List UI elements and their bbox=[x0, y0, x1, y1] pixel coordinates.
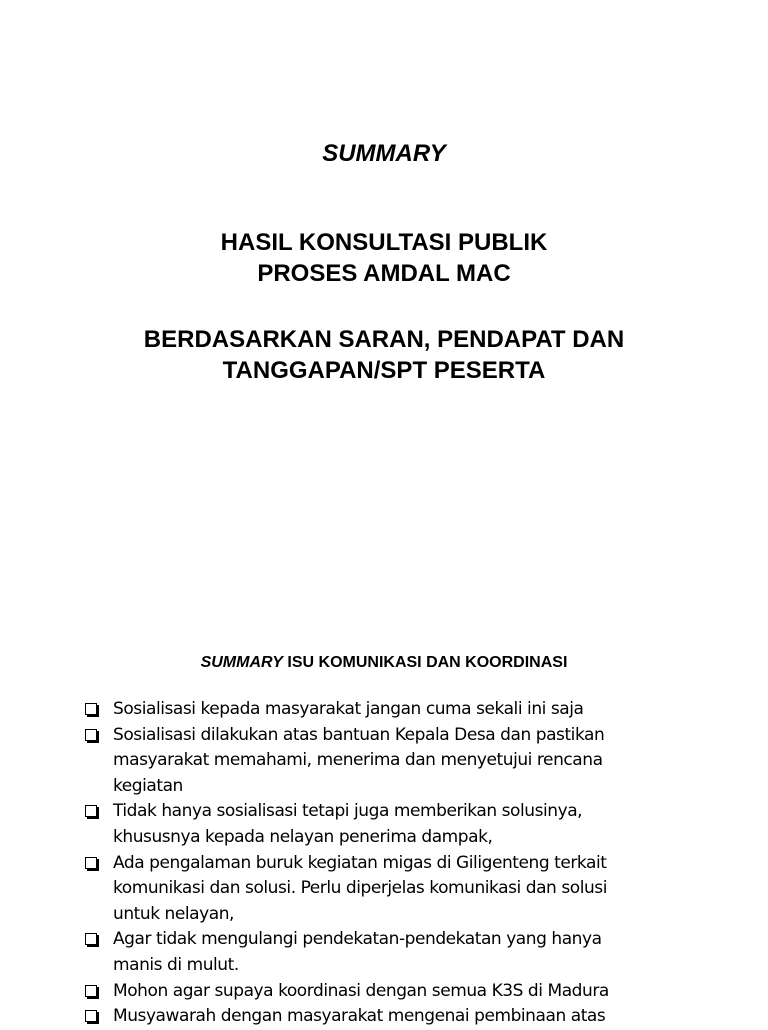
list-item-text: khususnya kepada nelayan penerima dampak, bbox=[113, 826, 493, 847]
list-item-text: Agar tidak mengulangi pendekatan-pendekatan yang hanya bbox=[113, 929, 602, 950]
section-heading-italic: SUMMARY bbox=[200, 654, 283, 671]
list-item-text: Sosialisasi kepada masyarakat jangan cuma sekali ini saja bbox=[113, 699, 584, 719]
heading-line: TANGGAPAN/SPT PESERTA bbox=[222, 357, 546, 384]
checkbox-icon bbox=[85, 933, 97, 945]
list-item-text: Sosialisasi dilakukan atas bantuan Kepala Desa dan pastikan bbox=[113, 724, 605, 745]
list-item bbox=[84, 723, 684, 800]
heading-line: BERDASARKAN SARAN, PENDAPAT DAN bbox=[143, 326, 625, 353]
list-item-text: Tidak hanya sosialisasi tetapi juga memberikan solusinya, bbox=[113, 801, 583, 822]
section-heading-label: ISU KOMUNIKASI DAN KOORDINASI bbox=[282, 654, 568, 671]
checkbox-icon bbox=[85, 729, 97, 741]
heading-hasil-konsultasi bbox=[0, 227, 768, 289]
heading-line: HASIL KONSULTASI PUBLIK bbox=[220, 229, 548, 256]
checkbox-icon bbox=[85, 805, 97, 817]
list-item-text: Mohon agar supaya koordinasi dengan semua K3S di Madura bbox=[113, 980, 609, 1001]
section-heading bbox=[0, 652, 768, 674]
list-item bbox=[84, 979, 684, 1005]
list-item bbox=[84, 697, 684, 723]
list-item-text: masyarakat memahami, menerima dan menyetujui rencana bbox=[113, 750, 603, 771]
heading-line: PROSES AMDAL MAC bbox=[257, 260, 511, 287]
list-item-text: manis di mulut. bbox=[113, 954, 239, 975]
list-item bbox=[84, 799, 684, 850]
list-item-text: kegiatan bbox=[113, 775, 183, 796]
checkbox-icon bbox=[85, 1010, 97, 1022]
checkbox-icon bbox=[85, 857, 97, 869]
page-title: SUMMARY bbox=[322, 140, 446, 167]
list-item-text: Ada pengalaman buruk kegiatan migas di Giligenteng terkait bbox=[113, 852, 607, 873]
list-item-text: Musyawarah dengan masyarakat mengenai pembinaan atas bbox=[113, 1006, 606, 1027]
checkbox-icon bbox=[85, 703, 97, 715]
list-item-text: komunikasi dan solusi. Perlu diperjelas komunikasi dan solusi bbox=[113, 878, 607, 899]
list-item bbox=[84, 1004, 684, 1030]
summary-bullet-list bbox=[84, 697, 684, 1030]
checkbox-icon bbox=[85, 985, 97, 997]
heading-berdasarkan bbox=[0, 324, 768, 386]
list-item-text: untuk nelayan, bbox=[113, 903, 234, 924]
list-item bbox=[84, 851, 684, 928]
list-item bbox=[84, 927, 684, 978]
